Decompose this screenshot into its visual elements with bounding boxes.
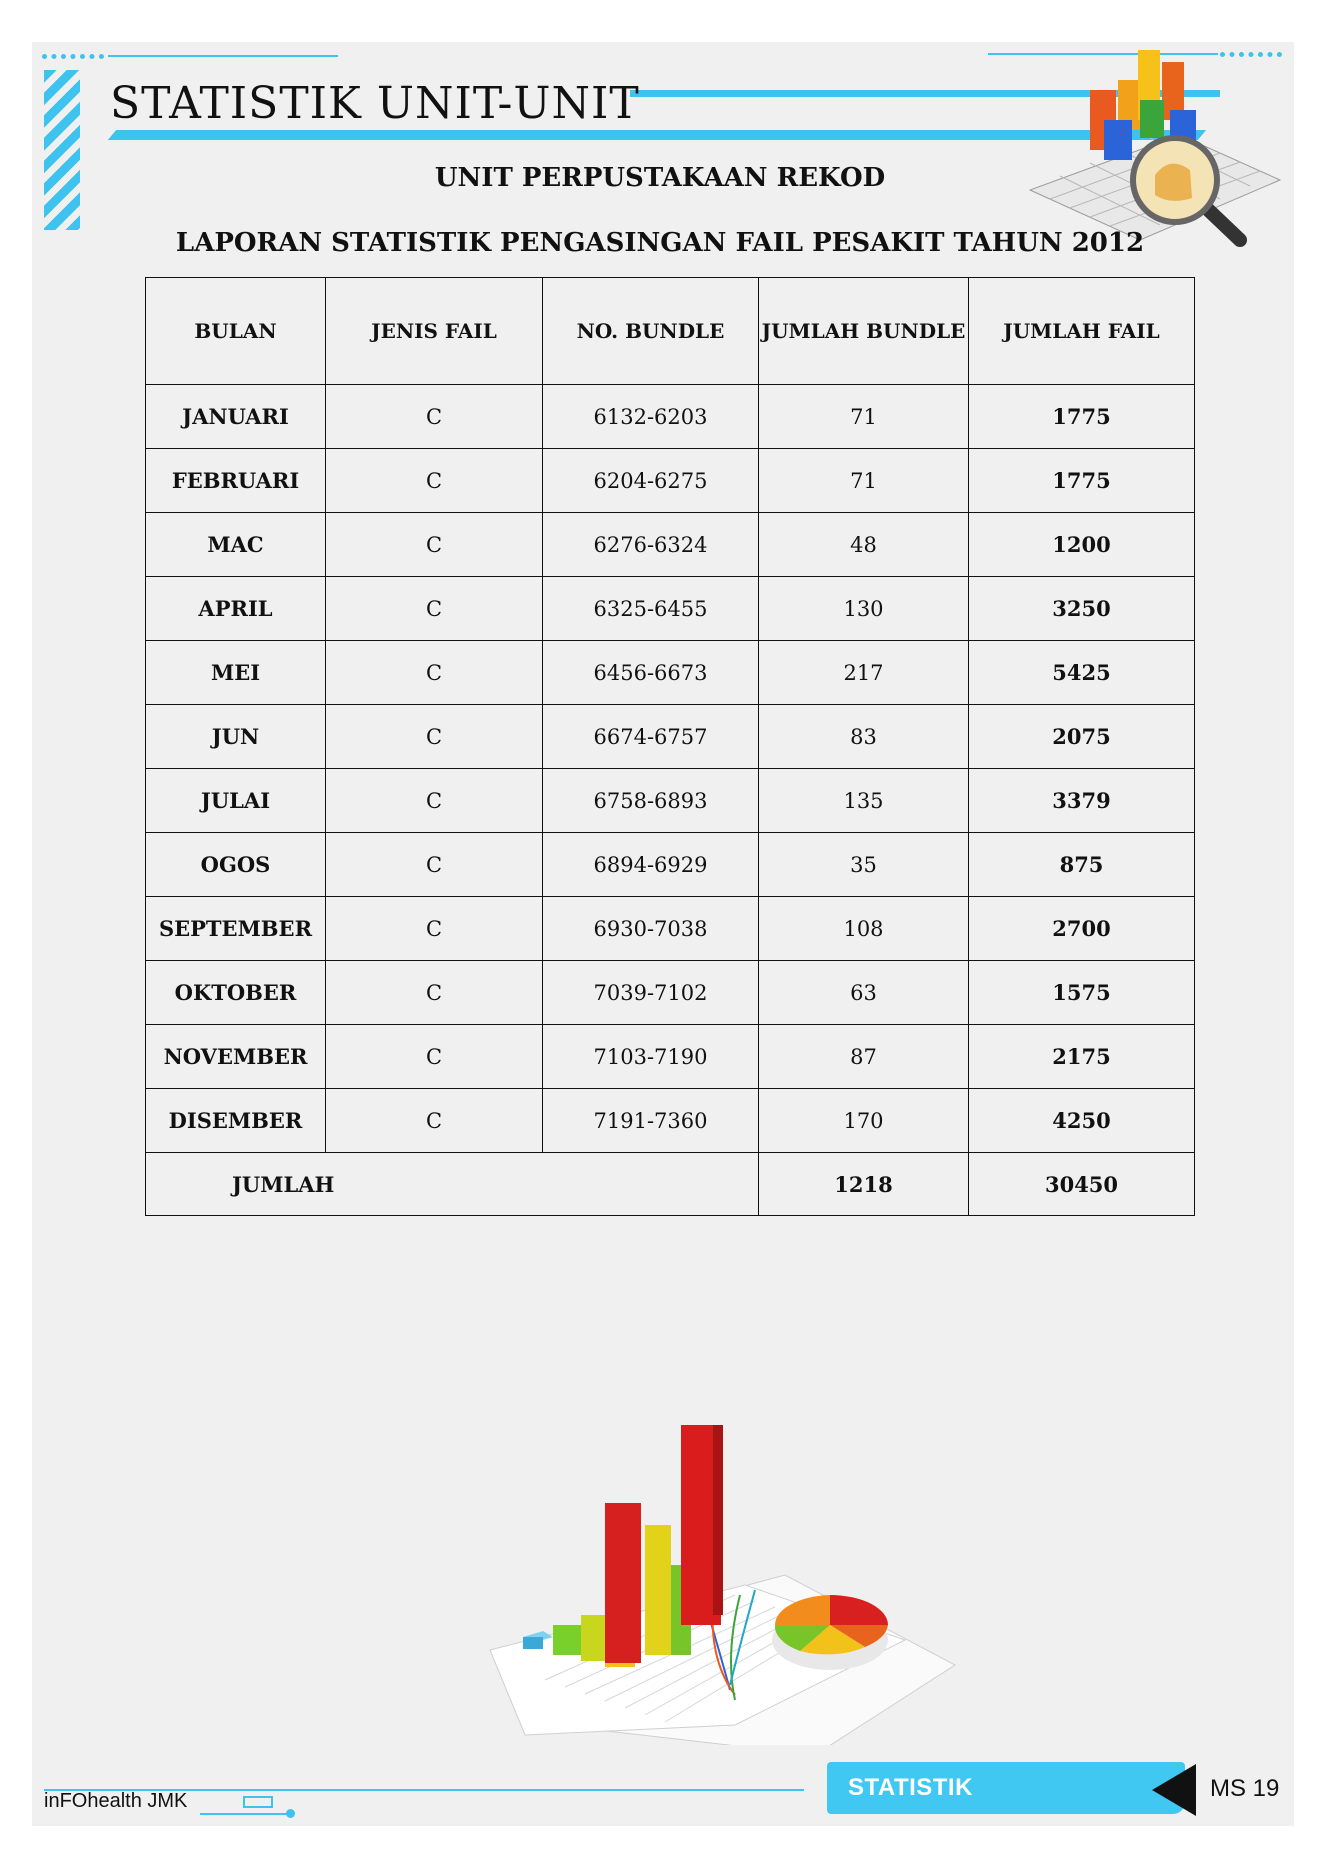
table-row xyxy=(146,705,1195,769)
cell-jumlah-bundle: 35 xyxy=(759,833,969,897)
cell-bulan: DISEMBER xyxy=(146,1089,326,1153)
cell-bundle-no: 6325-6455 xyxy=(543,577,759,641)
cell-bulan: NOVEMBER xyxy=(146,1025,326,1089)
cell-jenis: C xyxy=(326,961,543,1025)
cell-jumlah-fail: 2075 xyxy=(969,705,1195,769)
cell-bundle-no: 7191-7360 xyxy=(543,1089,759,1153)
cell-jumlah-bundle: 135 xyxy=(759,769,969,833)
total-label: JUMLAH xyxy=(146,1153,759,1216)
cell-bulan: APRIL xyxy=(146,577,326,641)
bar-chart-illustration xyxy=(485,1425,965,1745)
cell-jumlah-fail: 5425 xyxy=(969,641,1195,705)
page-number: MS 19 xyxy=(1210,1775,1280,1802)
footer-decor-dot xyxy=(286,1809,295,1818)
cell-jumlah-bundle: 71 xyxy=(759,385,969,449)
cell-bulan: JUN xyxy=(146,705,326,769)
cell-jumlah-fail: 1775 xyxy=(969,449,1195,513)
cell-jumlah-bundle: 87 xyxy=(759,1025,969,1089)
cell-bulan: SEPTEMBER xyxy=(146,897,326,961)
cell-jumlah-fail: 1200 xyxy=(969,513,1195,577)
table-row xyxy=(146,961,1195,1025)
cell-bulan: MAC xyxy=(146,513,326,577)
cell-jenis: C xyxy=(326,385,543,449)
table-row xyxy=(146,385,1195,449)
table-row xyxy=(146,897,1195,961)
cell-bulan: MEI xyxy=(146,641,326,705)
table-row xyxy=(146,833,1195,897)
cell-jumlah-bundle: 217 xyxy=(759,641,969,705)
footer-decor-box xyxy=(243,1796,273,1808)
cell-bundle-no: 6930-7038 xyxy=(543,897,759,961)
cell-bundle-no: 6894-6929 xyxy=(543,833,759,897)
column-header: JUMLAH BUNDLE xyxy=(759,278,969,385)
column-header: NO. BUNDLE xyxy=(543,278,759,385)
table-row xyxy=(146,513,1195,577)
cell-bundle-no: 6758-6893 xyxy=(543,769,759,833)
total-jumlah-bundle: 1218 xyxy=(759,1153,969,1216)
table-row xyxy=(146,449,1195,513)
cell-jumlah-fail: 2175 xyxy=(969,1025,1195,1089)
column-header: JENIS FAIL xyxy=(326,278,543,385)
unit-name xyxy=(0,163,1320,193)
cell-jumlah-bundle: 48 xyxy=(759,513,969,577)
cell-jenis: C xyxy=(326,1089,543,1153)
cell-bulan: FEBRUARI xyxy=(146,449,326,513)
cell-jumlah-bundle: 71 xyxy=(759,449,969,513)
cell-jenis: C xyxy=(326,513,543,577)
section-title: STATISTIK UNIT-UNIT xyxy=(110,78,640,129)
decor-line-left xyxy=(108,55,338,57)
cell-jumlah-fail: 1775 xyxy=(969,385,1195,449)
cell-jumlah-fail: 3250 xyxy=(969,577,1195,641)
footer-brand: inFOhealth JMK xyxy=(44,1790,188,1812)
column-header: JUMLAH FAIL xyxy=(969,278,1195,385)
cell-jenis: C xyxy=(326,769,543,833)
cell-jumlah-bundle: 170 xyxy=(759,1089,969,1153)
cell-jenis: C xyxy=(326,1025,543,1089)
cell-bulan: OKTOBER xyxy=(146,961,326,1025)
table-row xyxy=(146,641,1195,705)
statistics-table xyxy=(145,277,1195,1216)
cell-jumlah-fail: 4250 xyxy=(969,1089,1195,1153)
cell-bundle-no: 6132-6203 xyxy=(543,385,759,449)
cell-bundle-no: 6204-6275 xyxy=(543,449,759,513)
table-row xyxy=(146,1025,1195,1089)
cell-jenis: C xyxy=(326,641,543,705)
cell-jumlah-bundle: 63 xyxy=(759,961,969,1025)
cell-bulan: JANUARI xyxy=(146,385,326,449)
cell-jumlah-bundle: 108 xyxy=(759,897,969,961)
cell-bulan: JULAI xyxy=(146,769,326,833)
total-row xyxy=(146,1153,1195,1216)
table-header-row xyxy=(146,278,1195,385)
decor-stripes xyxy=(44,70,80,230)
section-label: STATISTIK xyxy=(848,1774,973,1801)
cell-jenis: C xyxy=(326,833,543,897)
decor-dots-left xyxy=(42,54,104,59)
cell-bundle-no: 6456-6673 xyxy=(543,641,759,705)
footer-decor-line xyxy=(200,1813,290,1815)
report-title xyxy=(0,228,1320,258)
cell-jenis: C xyxy=(326,577,543,641)
cell-bundle-no: 7103-7190 xyxy=(543,1025,759,1089)
cell-jumlah-fail: 3379 xyxy=(969,769,1195,833)
cell-bundle-no: 7039-7102 xyxy=(543,961,759,1025)
table-row xyxy=(146,769,1195,833)
cell-jumlah-fail: 875 xyxy=(969,833,1195,897)
total-jumlah-fail: 30450 xyxy=(969,1153,1195,1216)
cell-jenis: C xyxy=(326,449,543,513)
cell-jumlah-bundle: 83 xyxy=(759,705,969,769)
table-row xyxy=(146,1089,1195,1153)
column-header: BULAN xyxy=(146,278,326,385)
cell-jumlah-fail: 1575 xyxy=(969,961,1195,1025)
cell-jumlah-fail: 2700 xyxy=(969,897,1195,961)
cell-bundle-no: 6276-6324 xyxy=(543,513,759,577)
report-title-text: LAPORAN STATISTIK PENGASINGAN FAIL PESAKIT TAHUN 2012 xyxy=(175,228,1145,258)
cell-bulan: OGOS xyxy=(146,833,326,897)
cell-bundle-no: 6674-6757 xyxy=(543,705,759,769)
page-arrow-icon xyxy=(1148,1762,1204,1818)
unit-name-text: UNIT PERPUSTAKAAN REKOD xyxy=(434,163,886,193)
cell-jenis: C xyxy=(326,897,543,961)
cell-jenis: C xyxy=(326,705,543,769)
cell-jumlah-bundle: 130 xyxy=(759,577,969,641)
table-row xyxy=(146,577,1195,641)
